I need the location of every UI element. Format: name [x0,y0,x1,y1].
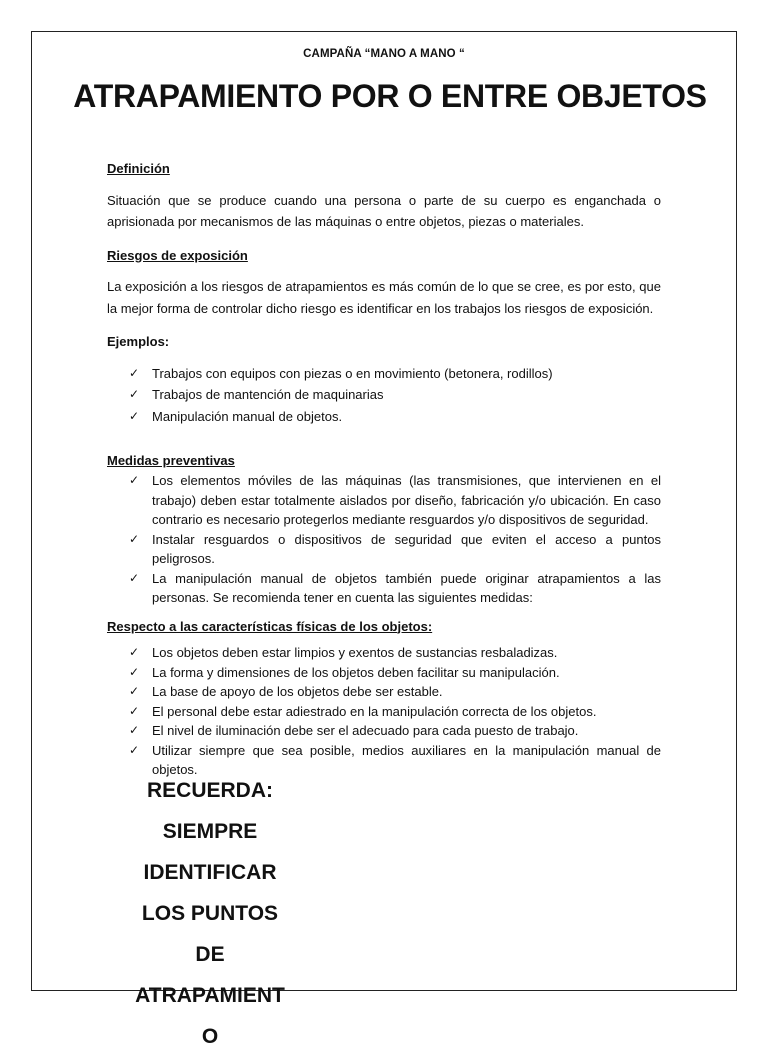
recuerda-callout [120,770,300,1057]
definicion-heading: Definición [107,161,170,176]
caracteristicas-section [107,616,661,780]
checkmark-icon: ✓ [129,664,140,679]
checkmark-icon: ✓ [129,645,140,659]
recuerda-line: LOS PUNTOS [141,902,279,925]
checkmark-icon: ✓ [129,408,140,423]
campaign-label: CAMPAÑA “MANO A MANO “ [303,48,465,60]
medidas-section [107,451,661,608]
recuerda-line: DE [195,943,225,966]
medidas-heading: Medidas preventivas [107,453,235,468]
checkmark-icon: ✓ [129,703,140,718]
list-item: ✓ La base de apoyo de los objetos debe ser estable. [131,682,661,702]
list-item: ✓ Utilizar siempre que sea posible, medios auxiliares en la manipulación manual de objetos. [129,742,661,777]
checkmark-icon: ✓ [129,723,140,737]
recuerda-line: SIEMPRE [162,820,258,843]
riesgos-heading: Riesgos de exposición [107,247,248,263]
list-item: ✓ El personal debe estar adiestrado en la manipulación correcta de los objetos. [131,702,661,722]
caracteristicas-heading: Respecto a las características físicas de los objetos: [107,618,433,634]
document-body [107,158,661,780]
list-item: ✓ Los elementos móviles de las máquinas (las transmisiones, que intervienen en el trabajo) deben estar totalmente aislados por diseño, fabricación y/o ubicación. En caso contrario es necesario protegerlos mediante resguardos y/o dispositivos de seguridad. [129,473,661,527]
checkmark-icon: ✓ [129,570,140,585]
page-title: ATRAPAMIENTO POR O ENTRE OBJETOS [73,78,707,114]
checkmark-icon: ✓ [129,684,140,698]
list-item: ✓ Manipulación manual de objetos. [131,406,661,428]
caracteristicas-list [107,643,661,780]
riesgos-text: La exposición a los riesgos de atrapamientos es más común de lo que se cree, es por esto, que la mejor forma de controlar dicho riesgo es identificar en los trabajos los riesgos de exposición. [107,279,661,316]
checkmark-icon: ✓ [129,473,140,487]
list-item: ✓ Trabajos con equipos con piezas o en movimiento (betonera, rodillos) [131,363,661,385]
list-item: ✓ Trabajos de mantención de maquinarias [131,384,661,406]
recuerda-line: RECUERDA: [147,779,273,802]
list-item: ✓ El nivel de iluminación debe ser el adecuado para cada puesto de trabajo. [131,721,661,741]
recuerda-line: ATRAPAMIENT [135,984,285,1007]
ejemplos-heading: Ejemplos: [107,334,170,349]
list-item: ✓ Instalar resguardos o dispositivos de seguridad que eviten el acceso a puntos peligrosos. [129,531,661,566]
checkmark-icon: ✓ [129,742,140,757]
checkmark-icon: ✓ [129,531,140,546]
medidas-list [107,471,661,608]
recuerda-line: O [201,1025,219,1048]
list-item: ✓ La manipulación manual de objetos también puede originar atrapamientos a las personas. Se recomienda tener en cuenta las siguientes medidas: [129,570,661,605]
list-item: ✓ Los objetos deben estar limpios y exentos de sustancias resbaladizas. [131,643,661,663]
list-item: ✓ La forma y dimensiones de los objetos deben facilitar su manipulación. [131,663,661,683]
checkmark-icon: ✓ [129,365,140,380]
ejemplos-list [107,363,661,428]
definicion-text: Situación que se produce cuando una persona o parte de su cuerpo es enganchada o aprisionada por mecanismos de las máquinas o entre objetos, piezas o materiales. [107,192,661,229]
recuerda-line: IDENTIFICAR [143,861,277,884]
checkmark-icon: ✓ [129,387,140,401]
